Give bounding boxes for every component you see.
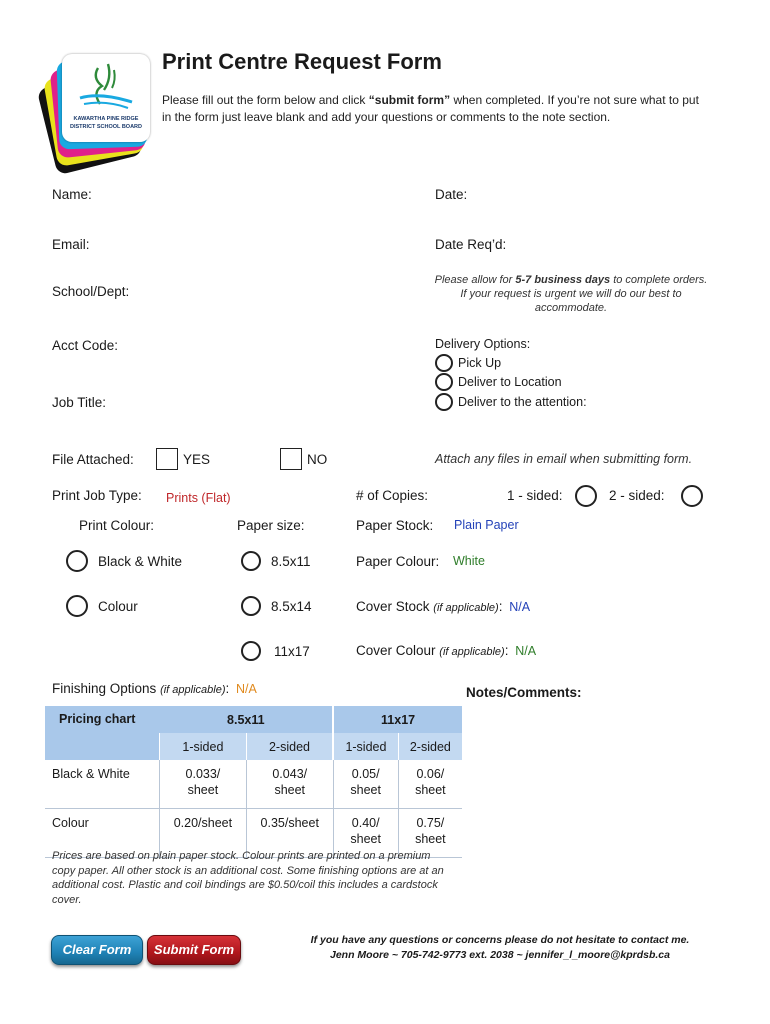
delivery-option-pickup[interactable] [435, 354, 501, 372]
pricing-table [45, 706, 462, 858]
two-sided-label: 2 - sided: [609, 488, 665, 503]
pricing-sub-3: 1-sided [333, 733, 398, 760]
turnaround-notice [432, 273, 710, 315]
date-reqd-label: Date Req’d: [435, 237, 507, 252]
cell-line2: sheet [350, 783, 381, 797]
logo-text-line2: DISTRICT SCHOOL BOARD [69, 124, 142, 130]
finishing-label: Finishing Options [52, 681, 157, 696]
cover-stock-row [356, 599, 530, 614]
cell-line2: sheet [350, 832, 381, 846]
job-title-label: Job Title: [52, 395, 107, 410]
cover-colour-value[interactable]: N/A [515, 644, 537, 658]
paper-colour-value[interactable]: White [453, 554, 485, 568]
cell-line1: 0.35/sheet [260, 816, 319, 830]
name-label: Name: [52, 187, 92, 202]
radio-attention[interactable] [435, 393, 453, 411]
colour-option-colour[interactable] [66, 594, 138, 618]
delivery-option-location[interactable] [435, 373, 562, 391]
finishing-value[interactable]: N/A [236, 682, 257, 696]
school-dept-label: School/Dept: [52, 284, 130, 299]
no-label: NO [307, 452, 328, 467]
contact-line1: If you have any questions or concerns please do not hesitate to contact me. [310, 934, 690, 946]
colour-label: Colour [98, 598, 138, 614]
cell-line1: 0.05/ [351, 767, 380, 781]
page-title: Print Centre Request Form [162, 49, 442, 74]
delivery-attention-label: Deliver to the attention: [458, 395, 587, 409]
radio-8-5x14[interactable] [241, 596, 261, 616]
email-label: Email: [52, 237, 90, 252]
paper-colour-label: Paper Colour: [356, 554, 440, 569]
size-tabloid-label: 11x17 [274, 643, 310, 659]
radio-location[interactable] [435, 373, 453, 391]
bw-label: Black & White [98, 553, 183, 569]
paper-stock-label: Paper Stock: [356, 518, 434, 533]
size-legal-label: 8.5x14 [271, 598, 312, 614]
cell-line1: 0.40/ [351, 816, 380, 830]
intro-after: when completed. If you’re not sure what to put in the form just leave blank and add your questions or comments to the note section. [162, 93, 699, 124]
two-sided-radio[interactable] [681, 485, 703, 507]
pricing-sub-1: 1-sided [160, 733, 247, 760]
notice-before: Please allow for [434, 274, 516, 286]
radio-11x17[interactable] [241, 641, 261, 661]
print-colour-label: Print Colour: [79, 518, 155, 533]
yes-label: YES [183, 452, 211, 467]
cover-stock-colon: : [498, 599, 503, 614]
one-sided-label: 1 - sided: [507, 488, 563, 503]
pricing-size-b: 11x17 [333, 706, 462, 733]
size-option-tabloid[interactable] [241, 639, 310, 663]
pricing-cell [333, 760, 398, 809]
one-sided-radio[interactable] [575, 485, 597, 507]
cover-stock-label: Cover Stock [356, 599, 430, 614]
paper-stock-value[interactable]: Plain Paper [454, 518, 519, 532]
intro-text [162, 92, 707, 125]
pricing-footnote: Prices are based on plain paper stock. Colour prints are printed on a premium copy paper. All other stock is an additional cost. Some finishing options are at an additional cost. Plastic and coil bindings are $0.50/coil this includes a cardstock cover. [52, 850, 444, 906]
clear-form-button[interactable]: Clear Form [51, 935, 143, 965]
cell-line2: sheet [274, 783, 306, 797]
finishing-applicable: (if applicable) [160, 684, 226, 696]
delivery-pickup-label: Pick Up [458, 356, 502, 370]
cell-line1: 0.06/ [416, 767, 445, 781]
pricing-size-a: 8.5x11 [160, 706, 334, 733]
copies-label: # of Copies: [356, 488, 429, 503]
cell-line2: sheet [415, 832, 446, 846]
cover-colour-row [356, 643, 536, 658]
cover-colour-applicable: (if applicable) [439, 646, 505, 658]
radio-colour[interactable] [66, 595, 88, 617]
logo-text-line1: KAWARTHA PINE RIDGE [73, 116, 139, 122]
contact-line2: Jenn Moore ~ 705-742-9773 ext. 2038 ~ jennifer_l_moore@kprdsb.ca [330, 949, 670, 961]
file-attached-label: File Attached: [52, 452, 134, 467]
no-checkbox[interactable] [280, 448, 302, 470]
cover-stock-applicable: (if applicable) [433, 602, 499, 614]
pricing-row-label: Colour [45, 809, 160, 858]
attach-note: Attach any files in email when submitting form. [435, 452, 693, 466]
cell-line1: 0.75/ [416, 816, 445, 830]
cell-line2: sheet [187, 783, 219, 797]
pricing-row-label: Black & White [45, 760, 160, 809]
radio-pickup[interactable] [435, 354, 453, 372]
acct-code-label: Acct Code: [52, 338, 119, 353]
notice-bold: 5-7 business days [515, 274, 611, 286]
radio-bw[interactable] [66, 550, 88, 572]
delivery-option-attention[interactable] [435, 393, 587, 411]
pricing-header-row [45, 706, 462, 733]
cell-line1: 0.033/ [185, 767, 221, 781]
pricing-sub-2: 2-sided [246, 733, 333, 760]
delivery-label: Delivery Options: [435, 337, 531, 351]
board-logo [44, 54, 154, 164]
paper-size-label: Paper size: [237, 518, 305, 533]
radio-8-5x11[interactable] [241, 551, 261, 571]
pricing-cell [246, 760, 333, 809]
cover-colour-label: Cover Colour [356, 643, 436, 658]
yes-checkbox[interactable] [156, 448, 178, 470]
print-job-type-value[interactable]: Prints (Flat) [166, 491, 231, 505]
notice-after: to complete orders. If your request is urgent we will do our best to accommodate. [460, 274, 708, 314]
cover-colour-colon: : [504, 643, 509, 658]
cell-line2: sheet [415, 783, 446, 797]
cell-line1: 0.20/sheet [173, 816, 233, 830]
size-letter-label: 8.5x11 [271, 553, 311, 569]
submit-form-button[interactable]: Submit Form [147, 935, 241, 965]
pricing-cell [398, 760, 462, 809]
colour-option-bw[interactable] [66, 549, 182, 573]
intro-bold: “submit form” [368, 93, 451, 107]
size-option-legal[interactable] [241, 594, 312, 618]
pricing-sub-4: 2-sided [398, 733, 462, 760]
cell-line1: 0.043/ [272, 767, 308, 781]
pricing-cell [160, 760, 247, 809]
pricing-title: Pricing chart [45, 706, 160, 760]
delivery-location-label: Deliver to Location [458, 375, 562, 389]
cover-stock-value[interactable]: N/A [509, 600, 531, 614]
size-option-letter[interactable] [241, 549, 311, 573]
print-job-type-label: Print Job Type: [52, 488, 142, 503]
finishing-colon: : [225, 681, 230, 696]
table-row [45, 760, 462, 809]
notes-label: Notes/Comments: [466, 685, 582, 700]
intro-before: Please fill out the form below and click [162, 93, 369, 107]
finishing-row [52, 681, 257, 696]
date-label: Date: [435, 187, 468, 202]
